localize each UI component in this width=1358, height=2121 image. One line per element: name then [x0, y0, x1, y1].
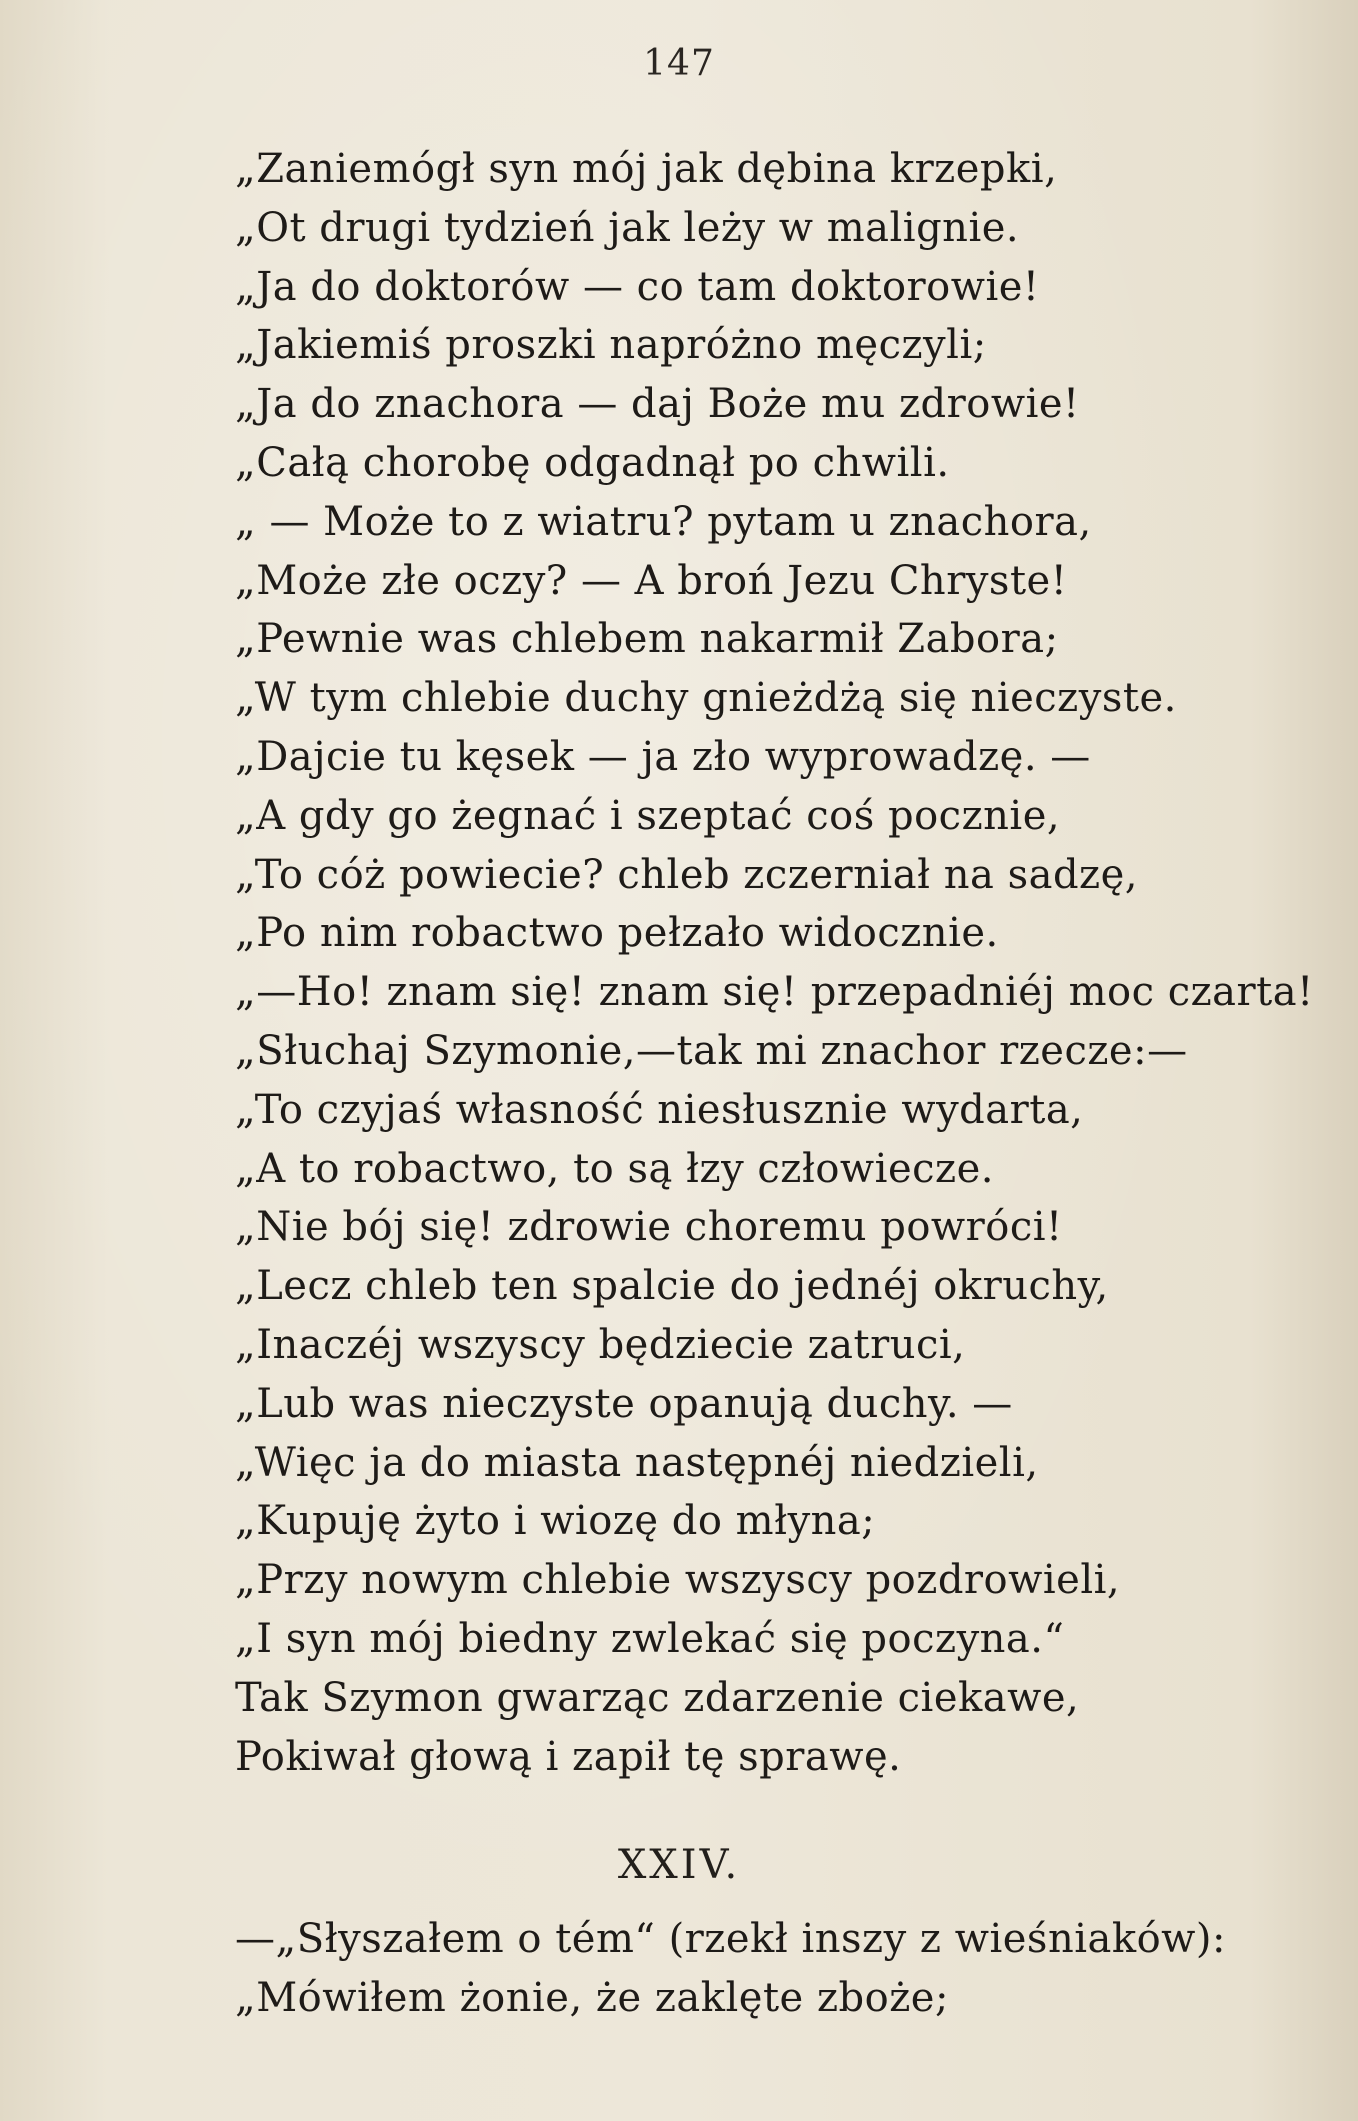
verse-line: „Nie bój się! zdrowie choremu powróci!: [235, 1204, 1063, 1251]
verse-line: „Przy nowym chlebie wszyscy pozdrowieli,: [235, 1557, 1121, 1604]
verse-line: „To cóż powiecie? chleb zczerniał na sadzę,: [235, 851, 1139, 898]
verse-line: „I syn mój biedny zwlekać się poczyna.“: [235, 1615, 1065, 1662]
verse-line: „Całą chorobę odgadnął po chwili.: [235, 439, 950, 486]
verse-line: Tak Szymon gwarząc zdarzenie ciekawe,: [235, 1674, 1080, 1721]
verse-line: „Mówiłem żonie, że zaklęte zboże;: [235, 1974, 949, 2021]
verse-line: „Słuchaj Szymonie,—tak mi znachor rzecze:—: [235, 1027, 1188, 1074]
verse-line: „Więc ja do miasta następnéj niedzieli,: [235, 1439, 1039, 1486]
verse-line: „W tym chlebie duchy gnieżdżą się nieczyste.: [235, 675, 1177, 722]
verse-line: —„Słyszałem o tém“ (rzekł inszy z wieśniaków):: [235, 1916, 1226, 1962]
verse-line: Pokiwał głową i zapił tę sprawę.: [235, 1733, 902, 1780]
verse-line: „Pewnie was chlebem nakarmił Zabora;: [235, 616, 1059, 663]
verse-line: „Po nim robactwo pełzało widocznie.: [235, 910, 999, 957]
verse-line: „To czyjaś własność niesłusznie wydarta,: [235, 1086, 1084, 1133]
poem-stanza: [235, 140, 1325, 1786]
verse-line: „Inaczéj wszyscy będziecie zatruci,: [235, 1321, 966, 1368]
verse-line: „—Ho! znam się! znam się! przepadniéj moc czarta!: [235, 969, 1314, 1016]
verse-line: „Lecz chleb ten spalcie do jednéj okruchy,: [235, 1263, 1109, 1310]
verse-line: „A gdy go żegnać i szeptać coś pocznie,: [235, 792, 1061, 839]
verse-line: „Zaniemógł syn mój jak dębina krzepki,: [235, 146, 1058, 192]
verse-line: „Lub was nieczyste opanują duchy. —: [235, 1380, 1013, 1427]
verse-line: „Ja do znachora — daj Boże mu zdrowie!: [235, 381, 1080, 428]
section-heading: XXIV.: [617, 1842, 741, 1888]
verse-line: „Ot drugi tydzień jak leży w malignie.: [235, 204, 1020, 251]
verse-line: „Dajcie tu kęsek — ja zło wyprowadzę. —: [235, 733, 1091, 780]
page-number: 147: [643, 43, 715, 84]
verse-line: „Jakiemiś proszki napróżno męczyli;: [235, 322, 987, 369]
verse-line: „Kupuję żyto i wiozę do młyna;: [235, 1498, 876, 1545]
poem-stanza-next: [235, 1910, 1325, 2028]
verse-line: „Ja do doktorów — co tam doktorowie!: [235, 263, 1040, 310]
verse-line: „A to robactwo, to są łzy człowiecze.: [235, 1145, 994, 1192]
verse-line: „Może złe oczy? — A broń Jezu Chryste!: [235, 557, 1068, 604]
verse-line: „ — Może to z wiatru? pytam u znachora,: [235, 498, 1092, 545]
